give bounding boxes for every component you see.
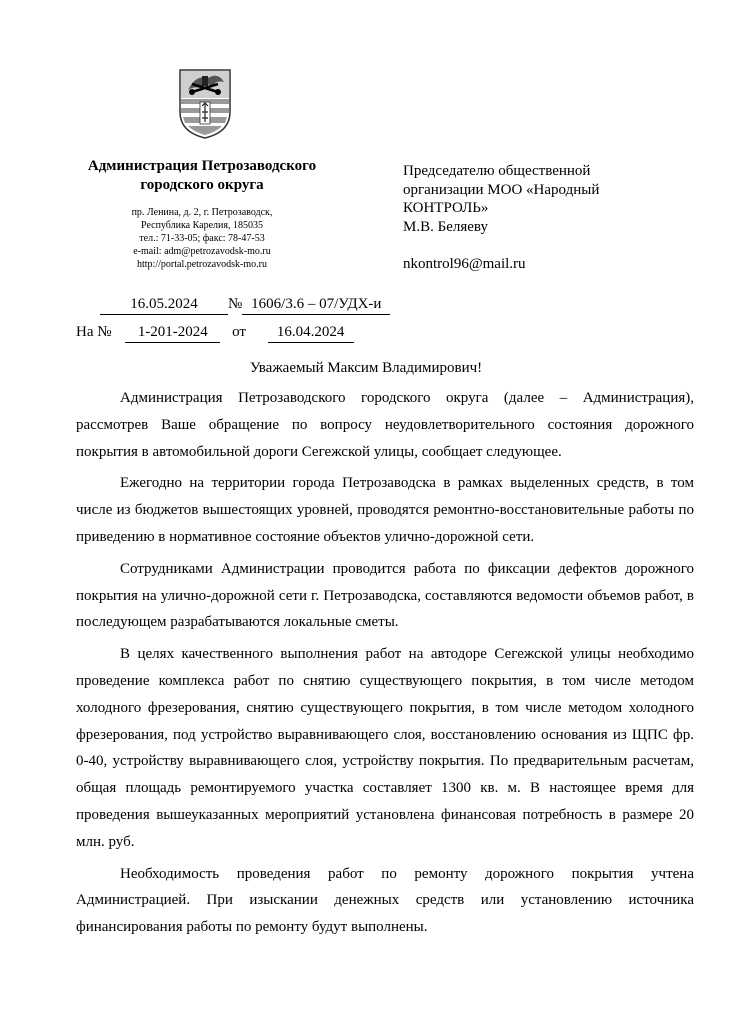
- reply-registration: [76, 322, 354, 343]
- outgoing-number: 1606/3.6 – 07/УДХ-и: [242, 294, 390, 315]
- phone-fax: тел.: 71-33-05; факс: 78-47-53: [139, 233, 265, 244]
- greeting: Уважаемый Максим Владимирович!: [249, 360, 483, 376]
- recipient-block: [403, 162, 703, 236]
- organization-email[interactable]: e-mail: adm@petrozavodsk-mo.ru: [133, 246, 271, 257]
- outgoing-registration: [100, 294, 390, 315]
- recipient-line: организации МОО «Народный: [403, 181, 600, 198]
- outgoing-date: 16.05.2024: [100, 294, 228, 315]
- recipient-email[interactable]: nkontrol96@mail.ru: [403, 256, 526, 272]
- paragraph: Ежегодно на территории города Петрозаводска в рамках выделенных средств, в том числе из бюджетов вышестоящих уровней, проводятся ремонтно-восстановительные работы по приведению в нормативное состояние объектов улично-дорожной сети.: [76, 475, 694, 545]
- letter-body: [76, 385, 694, 946]
- recipient-line: М.В. Беляеву: [403, 218, 488, 235]
- address-region: Республика Карелия, 185035: [141, 220, 263, 231]
- paragraph: Администрация Петрозаводского городского округа (далее – Администрация), рассмотрев Ваше обращение по вопросу неудовлетворительного состояния дорожного покрытия в автомобильной дороги Сегежской улицы, сообщает следующее.: [76, 390, 694, 460]
- paragraph: Сотрудниками Администрации проводится работа по фиксации дефектов дорожного покрытия на улично-дорожной сети г. Петрозаводска, составляются ведомости объемов работ, в последующем разрабатываются локальные сметы.: [76, 560, 694, 631]
- address-street: пр. Ленина, д. 2, г. Петрозаводск,: [131, 207, 273, 218]
- from-label: от: [232, 324, 246, 340]
- recipient-line: Председателю общественной: [403, 163, 591, 179]
- paragraph: Необходимость проведения работ по ремонту дорожного покрытия учтена Администрацией. При изыскании денежных средств или установлению источника финансирования работы по ремонту будут выполнены.: [76, 865, 694, 936]
- paragraph: В целях качественного выполнения работ на автодоре Сегежской улицы необходимо проведение комплекса работ по снятию существующего покрытия, в том числе методом холодного фрезерования, снятию существующего покрытия, в том числе методом холодного фрезерования, под устройство выравнивающего слоя, восстановлению основания из ЩПС фр. 0-40, устройству выравнивающего слоя, устройству покрытия. По предварительным расчетам, общая площадь ремонтируемого участка составляет 1300 кв. м. В настоящее время для проведения вышеуказанных мероприятий установлена финансовая потребность в размере 20 млн. руб.: [76, 646, 694, 850]
- reply-number: 1-201-2024: [125, 322, 220, 343]
- organization-contacts: [92, 206, 312, 271]
- reply-date: 16.04.2024: [268, 322, 354, 343]
- organization-website[interactable]: http://portal.petrozavodsk-mo.ru: [137, 259, 267, 270]
- recipient-line: КОНТРОЛЬ»: [403, 200, 489, 216]
- reply-label: На №: [76, 324, 112, 340]
- coat-of-arms-emblem: [178, 68, 232, 140]
- number-sign: №: [228, 296, 243, 312]
- organization-name: Администрация Петрозаводского городского округа: [87, 158, 317, 193]
